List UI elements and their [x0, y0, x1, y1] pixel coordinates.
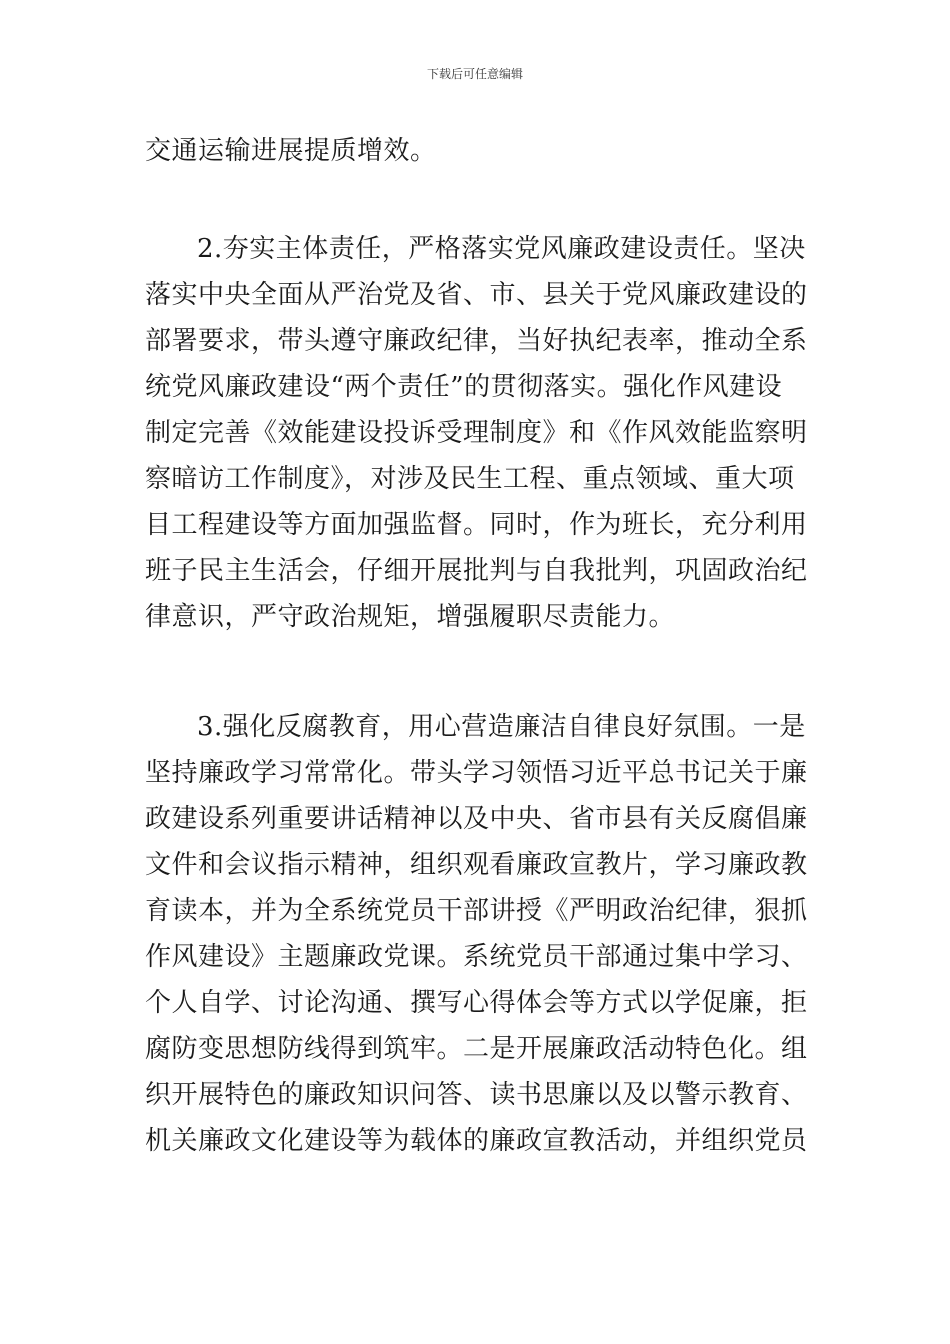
text-line: 文件和会议指示精神，组织观看廉政宣教片，学习廉政教	[145, 850, 808, 880]
text-line: 交通运输进展提质增效。	[145, 136, 437, 166]
text-line: 2.夯实主体责任，严格落实党风廉政建设责任。坚决	[197, 234, 806, 264]
text-line: 个人自学、讨论沟通、撰写心得体会等方式以学促廉，拒	[145, 988, 808, 1018]
page-header: 下载后可任意编辑	[426, 67, 523, 81]
text-line: 目工程建设等方面加强监督。同时，作为班长，充分利用	[145, 510, 808, 540]
text-line: 机关廉政文化建设等为载体的廉政宣教活动，并组织党员	[145, 1126, 808, 1156]
text-line: 部署要求，带头遵守廉政纪律，当好执纪表率，推动全系	[145, 326, 808, 356]
text-line: 作风建设》主题廉政党课。系统党员干部通过集中学习、	[145, 942, 808, 972]
text-line: 察暗访工作制度》，对涉及民生工程、重点领域、重大项	[145, 464, 795, 494]
paragraph-item-3	[145, 704, 810, 1164]
text-line: 律意识，严守政治规矩，增强履职尽责能力。	[145, 602, 676, 632]
text-line: 班子民主生活会，仔细开展批判与自我批判，巩固政治纪	[145, 556, 808, 586]
text-line: 落实中央全面从严治党及省、市、县关于党风廉政建设的	[145, 280, 808, 310]
text-line: 3.强化反腐教育，用心营造廉洁自律良好氛围。一是	[197, 712, 806, 742]
paragraph-item-2	[145, 226, 810, 640]
paragraph-continuation	[145, 128, 810, 174]
text-line: 织开展特色的廉政知识问答、读书思廉以及以警示教育、	[145, 1080, 808, 1110]
text-line: 政建设系列重要讲话精神以及中央、省市县有关反腐倡廉	[145, 804, 808, 834]
text-line: 腐防变思想防线得到筑牢。二是开展廉政活动特色化。组	[145, 1034, 808, 1064]
text-line: 统党风廉政建设“两个责任”的贯彻落实。强化作风建设	[145, 372, 783, 402]
text-line: 育读本，并为全系统党员干部讲授《严明政治纪律，狠抓	[145, 896, 808, 926]
text-line: 坚持廉政学习常常化。带头学习领悟习近平总书记关于廉	[145, 758, 808, 788]
text-line: 制定完善《效能建设投诉受理制度》和《作风效能监察明	[145, 418, 808, 448]
